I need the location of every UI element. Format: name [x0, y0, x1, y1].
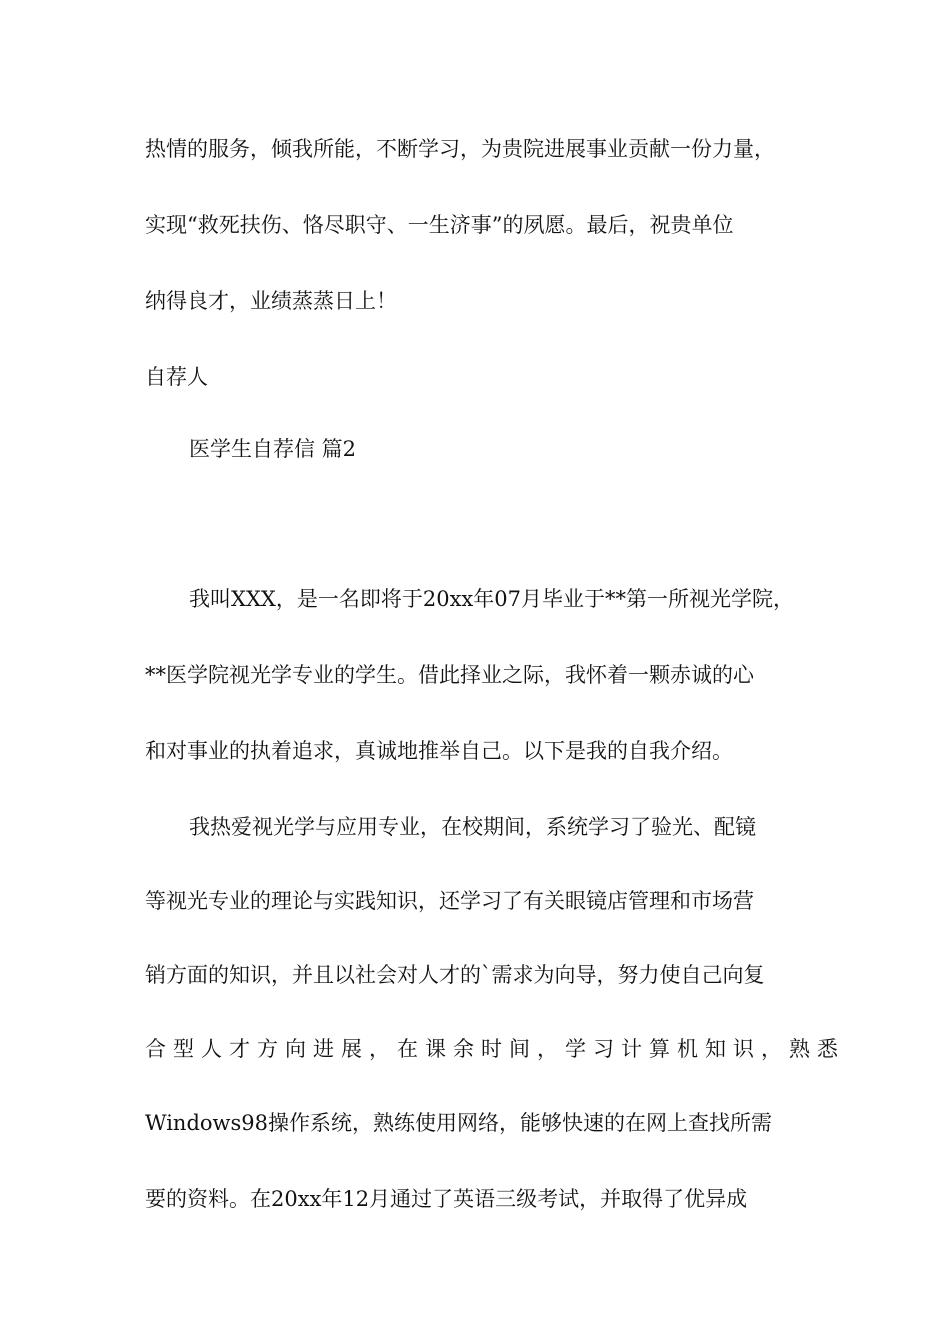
paragraph-line: 合型人才方向进展，在课余时间，学习计算机知识，熟悉 [145, 1037, 845, 1061]
paragraph-line: 等视光专业的理论与实践知识，还学习了有关眼镜店管理和市场营 [145, 889, 754, 913]
paragraph-line: 要的资料。在20xx年12月通过了英语三级考试，并取得了优异成 [145, 1187, 748, 1211]
paragraph-line: 纳得良才，业绩蒸蒸日上！ [145, 289, 397, 313]
paragraph-line: 和对事业的执着追求，真诚地推举自己。以下是我的自我介绍。 [145, 739, 733, 763]
paragraph-line: 实现“救死扶伤、恪尽职守、一生济事”的夙愿。最后，祝贵单位 [145, 213, 734, 237]
paragraph-line: 销方面的知识，并且以社会对人才的`需求为向导，努力使自己向复 [145, 963, 765, 987]
paragraph-line: 我叫XXX，是一名即将于20xx年07月毕业于**第一所视光学院， [189, 587, 794, 611]
signature-label: 自荐人 [145, 365, 208, 389]
section-heading: 医学生自荐信 篇2 [189, 437, 357, 461]
paragraph-line: 我热爱视光学与应用专业，在校期间，系统学习了验光、配镜 [189, 815, 756, 839]
paragraph-line: Windows98操作系统，熟练使用网络，能够快速的在网上查找所需 [145, 1111, 773, 1135]
paragraph-line: **医学院视光学专业的学生。借此择业之际，我怀着一颗赤诚的心 [145, 663, 754, 687]
paragraph-line: 热情的服务，倾我所能，不断学习，为贵院进展事业贡献一份力量， [145, 137, 775, 161]
